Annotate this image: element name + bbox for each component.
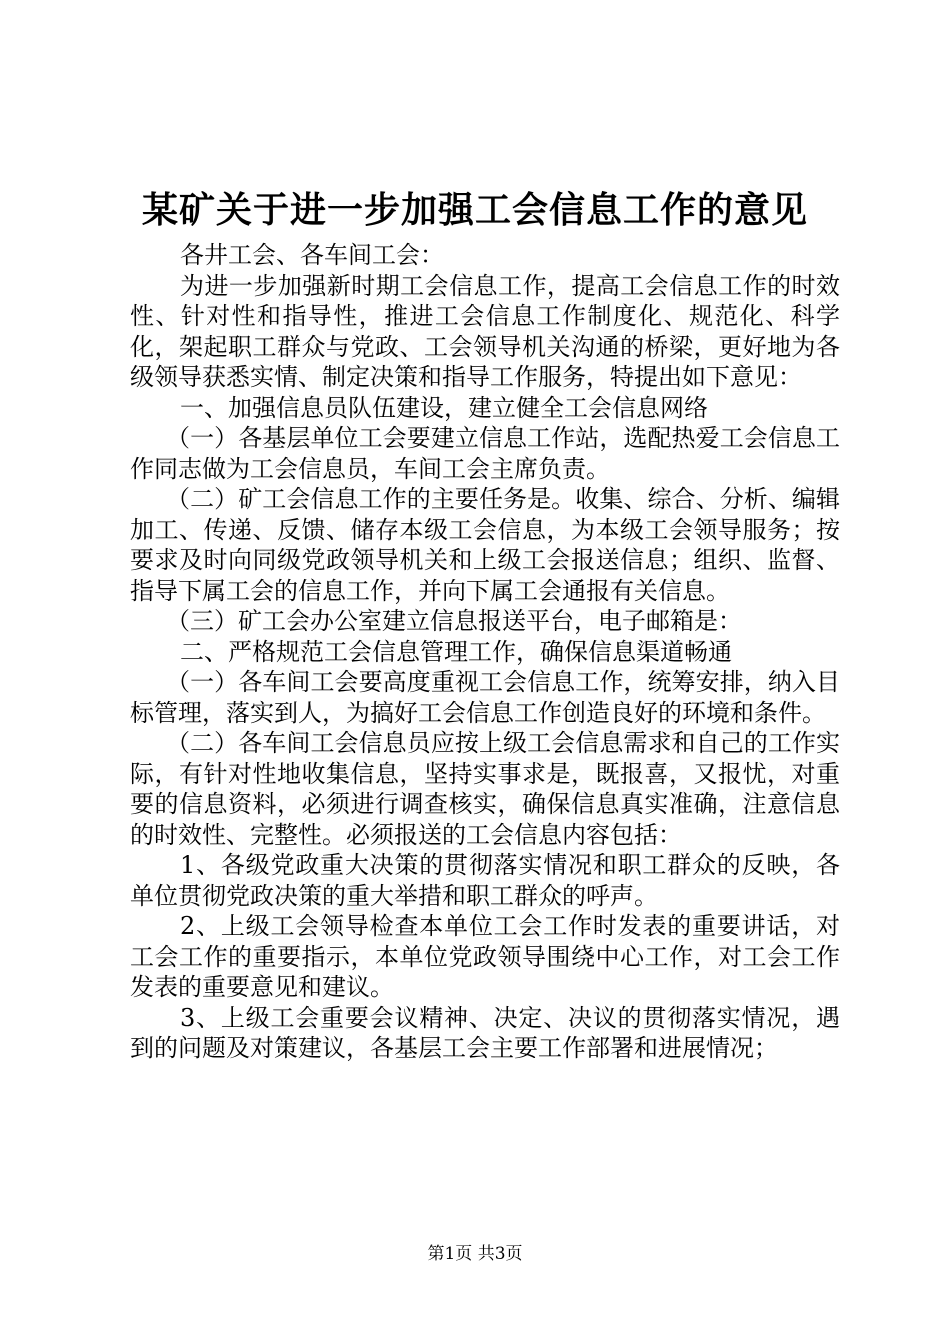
list-item-3: 3、上级工会重要会议精神、决定、决议的贯彻落实情况，遇到的问题及对策建议，各基层工会主要工作部署和进展情况； <box>130 1003 840 1062</box>
page-footer: 第1页 共3页 <box>427 1244 523 1264</box>
salutation: 各井工会、各车间工会： <box>180 241 444 269</box>
paragraph-1-3: （三）矿工会办公室建立信息报送平台，电子邮箱是： <box>166 607 742 635</box>
document-title: 某矿关于进一步加强工会信息工作的意见 <box>141 189 808 231</box>
paragraph-intro: 为进一步加强新时期工会信息工作，提高工会信息工作的时效性、针对性和指导性，推进工会信息工作制度化、规范化、科学化，架起职工群众与党政、工会领导机关沟通的桥梁，更好地为各级领导获悉实情、制定决策和指导工作服务，特提出如下意见： <box>130 271 840 391</box>
list-item-2: 2、上级工会领导检查本单位工会工作时发表的重要讲话，对工会工作的重要指示，本单位党政领导围绕中心工作，对工会工作发表的重要意见和建议。 <box>130 912 840 1001</box>
paragraph-1-1: （一）各基层单位工会要建立信息工作站，选配热爱工会信息工作同志做为工会信息员，车间工会主席负责。 <box>130 424 840 483</box>
document-body <box>130 240 840 1064</box>
section-heading-2: 二、严格规范工会信息管理工作，确保信息渠道畅通 <box>180 637 732 666</box>
paragraph-2-2: （二）各车间工会信息员应按上级工会信息需求和自己的工作实际，有针对性地收集信息，坚持实事求是，既报喜，又报忧，对重要的信息资料，必须进行调查核实，确保信息真实准确，注意信息的时效性、完整性。必须报送的工会信息内容包括： <box>130 729 840 849</box>
section-heading-1: 一、加强信息员队伍建设，建立健全工会信息网络 <box>180 393 708 422</box>
list-item-1: 1、各级党政重大决策的贯彻落实情况和职工群众的反映，各单位贯彻党政决策的重大举措和职工群众的呼声。 <box>130 851 840 910</box>
paragraph-1-2: （二）矿工会信息工作的主要任务是。收集、综合、分析、编辑加工、传递、反馈、储存本级工会信息，为本级工会领导服务；按要求及时向同级党政领导机关和上级工会报送信息；组织、监督、指导下属工会的信息工作，并向下属工会通报有关信息。 <box>130 485 840 605</box>
paragraph-2-1: （一）各车间工会要高度重视工会信息工作，统筹安排，纳入目标管理，落实到人，为搞好工会信息工作创造良好的环境和条件。 <box>130 668 840 727</box>
